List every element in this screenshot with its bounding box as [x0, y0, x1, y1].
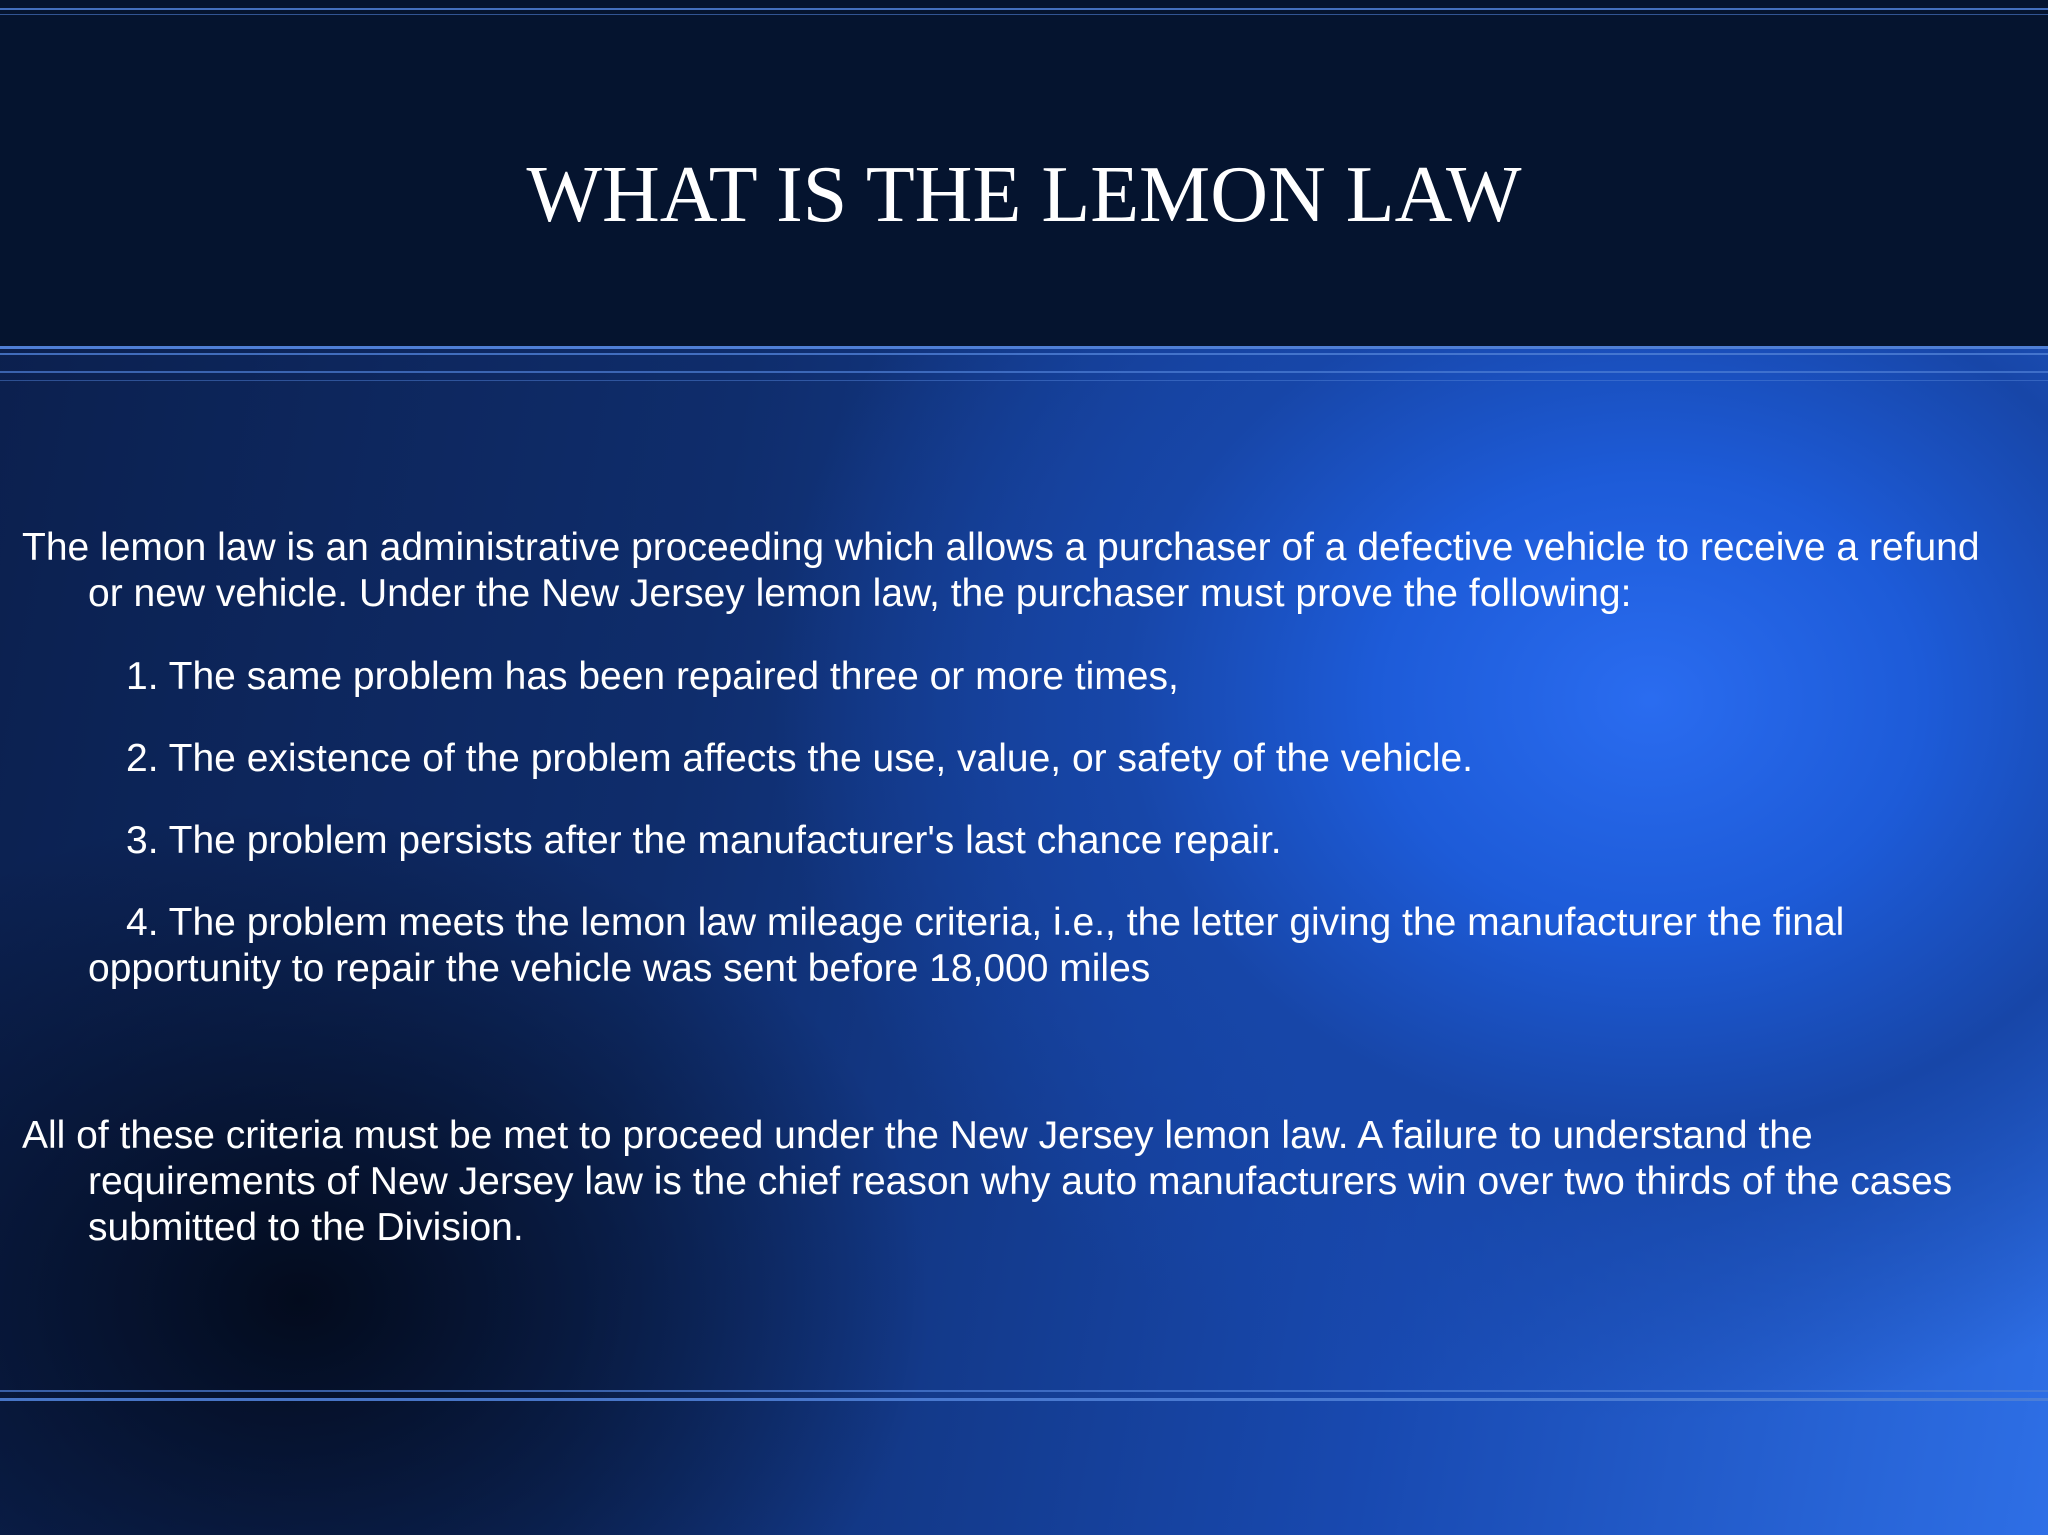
- header-rule: [0, 346, 2048, 349]
- top-rule: [0, 8, 2048, 10]
- slide-title: WHAT IS THE LEMON LAW: [526, 151, 1522, 239]
- list-item: [22, 736, 2012, 782]
- footer-rule-2: [0, 1398, 2048, 1401]
- header-rule-2: [0, 353, 2048, 355]
- list-item: [22, 818, 2012, 864]
- conclusion-paragraph: All of these criteria must be met to proceed under the New Jersey lemon law. A failure to understand the requirements of New Jersey law is the chief reason why auto manufacturers win over two thirds of the cases submitted to the Division.: [22, 1114, 1953, 1249]
- top-rule-thin: [0, 14, 2048, 15]
- list-item-text: 3. The problem persists after the manufacturer's last chance repair.: [126, 819, 1282, 862]
- list-item: 4. The problem meets the lemon law mileage criteria, i.e., the letter giving the manufacturer the final opportunity to repair the vehicle was sent before 18,000 miles: [88, 901, 1845, 990]
- intro-paragraph: The lemon law is an administrative proceeding which allows a purchaser of a defective vehicle to receive a refund or new vehicle. Under the New Jersey lemon law, the purchaser must prove the following:: [22, 526, 1980, 615]
- header-rule-3: [0, 371, 2048, 373]
- header-rule-4: [0, 380, 2048, 381]
- list-item-text: 1. The same problem has been repaired three or more times,: [126, 655, 1179, 698]
- footer-rule: [0, 1390, 2048, 1392]
- list-item: [22, 654, 2012, 700]
- list-item-text: 2. The existence of the problem affects the use, value, or safety of the vehicle.: [126, 737, 1474, 780]
